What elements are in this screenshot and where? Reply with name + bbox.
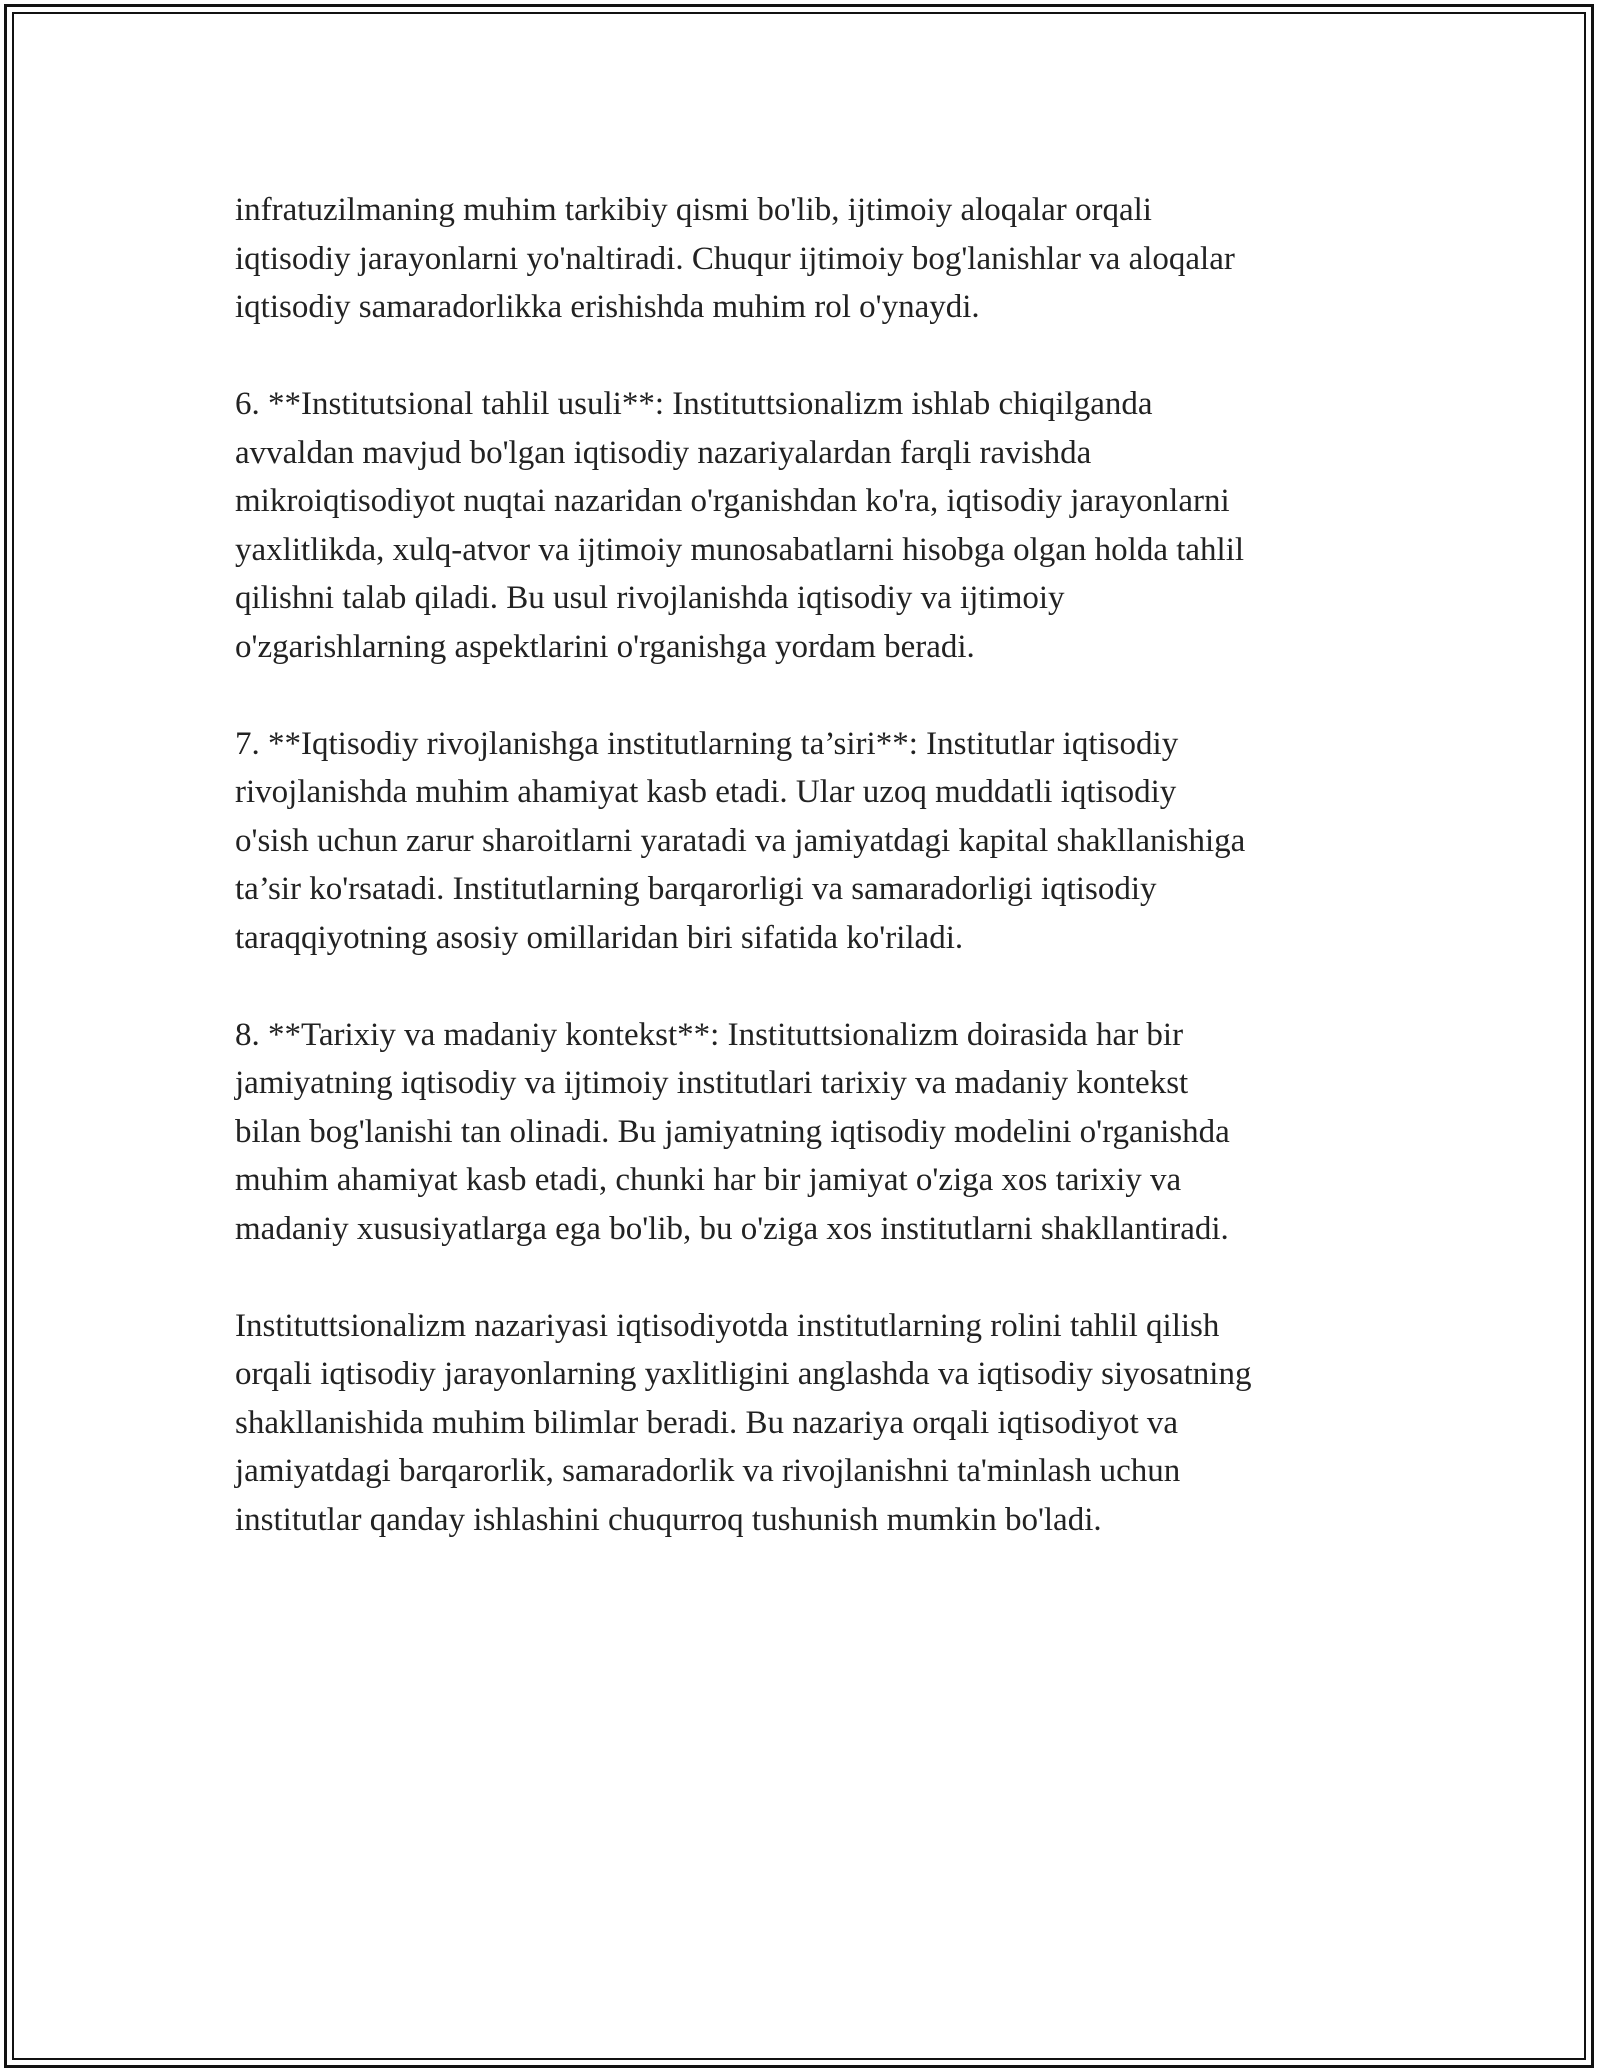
text-line: taraqqiyotning asosiy omillaridan biri sifatida ko'riladi. <box>235 919 964 956</box>
text-line: iqtisodiy samaradorlikka erishishda muhim rol o'ynaydi. <box>235 289 980 325</box>
text-line: infratuzilmaning muhim tarkibiy qismi bo'lib, ijtimoiy aloqalar orqali <box>235 192 1152 228</box>
text-line: madaniy xususiyatlarga ega bo'lib, bu o'ziga xos institutlarni shakllantiradi. <box>235 1210 1229 1247</box>
paragraph-historical-context <box>235 1011 1375 1254</box>
text-line: bilan bog'lanishi tan olinadi. Bu jamiyatning iqtisodiy modelini o'rganishda <box>235 1113 1230 1150</box>
text-line: 7. **Iqtisodiy rivojlanishga institutlarning ta’siri**: Institutlar iqtisodiy <box>235 725 1179 762</box>
text-line: jamiyatning iqtisodiy va ijtimoiy institutlari tarixiy va madaniy kontekst <box>235 1065 1189 1101</box>
text-line: yaxlitlikda, xulq-atvor va ijtimoiy munosabatlarni hisobga olgan holda tahlil <box>235 531 1245 568</box>
text-line: qilishni talab qiladi. Bu usul rivojlanishda iqtisodiy va ijtimoiy <box>235 580 1065 616</box>
text-line: shakllanishida muhim bilimlar beradi. Bu nazariya orqali iqtisodiyot va <box>235 1404 1179 1441</box>
text-line: 8. **Tarixiy va madaniy kontekst**: Instituttsionalizm doirasida har bir <box>235 1016 1184 1053</box>
text-line: 6. **Institutsional tahlil usuli**: Instituttsionalizm ishlab chiqilganda <box>235 386 1153 422</box>
paragraph-conclusion <box>235 1302 1375 1545</box>
text-line: orqali iqtisodiy jarayonlarning yaxlitligini anglashda va iqtisodiy siyosatning <box>235 1356 1252 1392</box>
paragraph-economic-development <box>235 720 1375 963</box>
text-line: institutlar qanday ishlashini chuqurroq tushunish mumkin bo'ladi. <box>235 1501 1102 1538</box>
document-body <box>235 186 1375 1593</box>
text-line: avvaldan mavjud bo'lgan iqtisodiy nazariyalardan farqli ravishda <box>235 434 1092 471</box>
text-line: mikroiqtisodiyot nuqtai nazaridan o'rganishdan ko'ra, iqtisodiy jarayonlarni <box>235 483 1230 519</box>
text-line: rivojlanishda muhim ahamiyat kasb etadi. Ular uzoq muddatli iqtisodiy <box>235 774 1177 810</box>
text-line: ta’sir ko'rsatadi. Institutlarning barqarorligi va samaradorligi iqtisodiy <box>235 871 1157 907</box>
text-line: muhim ahamiyat kasb etadi, chunki har bir jamiyat o'ziga xos tarixiy va <box>235 1162 1182 1198</box>
text-line: Instituttsionalizm nazariyasi iqtisodiyotda institutlarning rolini tahlil qilish <box>235 1307 1220 1344</box>
text-line: o'zgarishlarning aspektlarini o'rganishga yordam beradi. <box>235 628 975 665</box>
text-line: jamiyatdagi barqarorlik, samaradorlik va rivojlanishni ta'minlash uchun <box>235 1453 1181 1489</box>
text-line: iqtisodiy jarayonlarni yo'naltiradi. Chuqur ijtimoiy bog'lanishlar va aloqalar <box>235 240 1235 277</box>
text-line: o'sish uchun zarur sharoitlarni yaratadi va jamiyatdagi kapital shakllanishiga <box>235 822 1246 859</box>
paragraph-institutional-analysis <box>235 380 1375 671</box>
paragraph-social-infrastructure <box>235 186 1375 332</box>
